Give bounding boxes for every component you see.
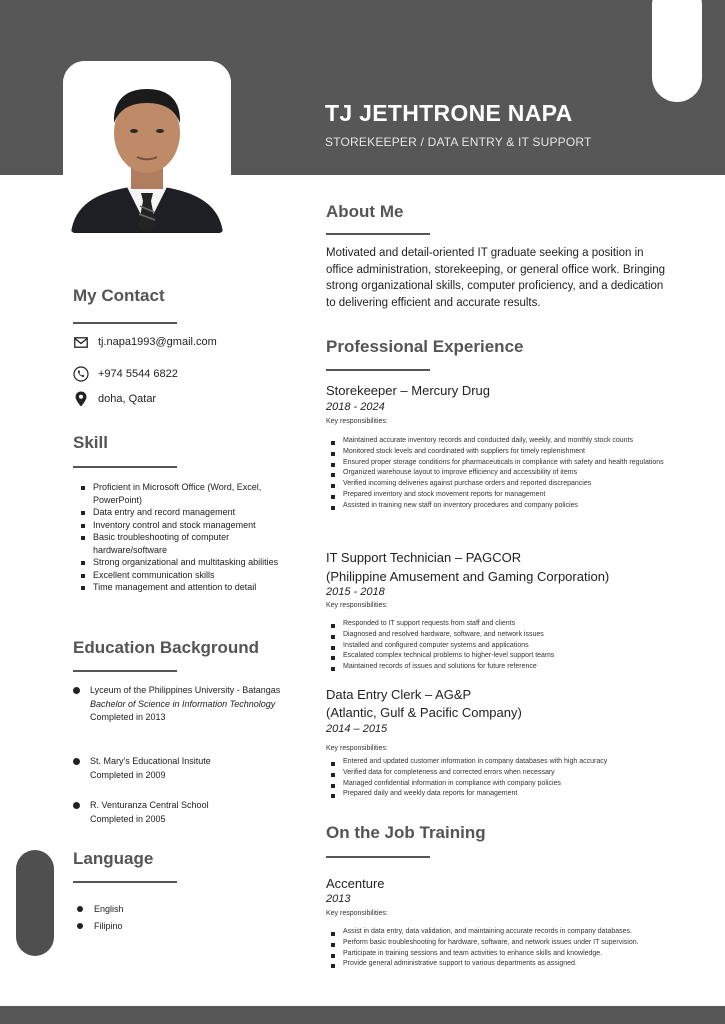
job-title: Data Entry Clerk – AG&P bbox=[326, 687, 472, 702]
skill-rule bbox=[73, 466, 177, 468]
key-responsibilities-label: Key responsibilities: bbox=[326, 418, 388, 425]
training-company: Accenture bbox=[326, 876, 385, 891]
about-title: About Me bbox=[326, 202, 404, 221]
bullet-dot bbox=[73, 687, 80, 694]
degree-name: Bachelor of Science in Information Technology bbox=[90, 698, 276, 709]
skill-item: Basic troubleshooting of computer hardware/software bbox=[80, 531, 285, 556]
location-text: doha, Qatar bbox=[98, 393, 157, 405]
training-rule bbox=[326, 856, 430, 858]
skill-list bbox=[80, 481, 285, 594]
bullet-dot bbox=[77, 906, 83, 912]
about-rule bbox=[326, 233, 430, 235]
training-dates: 2013 bbox=[326, 893, 351, 905]
school-name: Lyceum of the Philippines University - Batangas bbox=[90, 685, 281, 695]
responsibility-item: Assisted in training new staff on inventory procedures and company policies bbox=[330, 501, 675, 512]
responsibility-item: Prepared inventory and stock movement reports for management bbox=[330, 490, 675, 501]
training-title: On the Job Training bbox=[326, 823, 486, 842]
school-name: St. Mary's Educational Insitute bbox=[90, 756, 211, 766]
responsibility-item: Monitored stock levels and coordinated with suppliers for timely replenishment bbox=[330, 447, 675, 458]
key-responsibilities-label: Key responsibilities: bbox=[326, 745, 388, 752]
bullet-dot bbox=[73, 758, 80, 765]
email-text: tj.napa1993@gmail.com bbox=[98, 336, 217, 348]
job-subtitle: (Atlantic, Gulf & Pacific Company) bbox=[326, 705, 522, 720]
candidate-role: STOREKEEPER / DATA ENTRY & IT SUPPORT bbox=[325, 135, 592, 149]
job-title: Storekeeper – Mercury Drug bbox=[326, 383, 491, 398]
language-name: Filipino bbox=[94, 921, 123, 931]
responsibility-item: Participate in training sessions and team activities to enhance skills and knowledge. bbox=[330, 949, 675, 960]
profile-photo bbox=[63, 61, 231, 236]
education-item bbox=[73, 684, 298, 725]
skill-item: Inventory control and stock management bbox=[80, 519, 285, 532]
skill-item: Data entry and record management bbox=[80, 506, 285, 519]
responsibility-item: Managed confidential information in compliance with company policies bbox=[330, 779, 675, 790]
language-name: English bbox=[94, 904, 124, 914]
experience-rule bbox=[326, 369, 430, 371]
decorative-pill-top bbox=[652, 0, 702, 102]
envelope-icon bbox=[72, 334, 90, 350]
responsibility-item: Entered and updated customer information in company databases with high accuracy bbox=[330, 757, 675, 768]
decorative-pill-left bbox=[16, 850, 54, 956]
completion-year: Completed in 2009 bbox=[90, 769, 166, 780]
location-pin-icon bbox=[72, 391, 90, 407]
responsibility-item: Maintained accurate inventory records and conducted daily, weekly, and monthly stock counts bbox=[330, 436, 675, 447]
responsibility-item: Responded to IT support requests from staff and clients bbox=[330, 619, 675, 630]
language-title: Language bbox=[73, 849, 154, 868]
phone-text: +974 5544 6822 bbox=[98, 368, 178, 380]
contact-email[interactable] bbox=[72, 334, 217, 350]
bullet-dot bbox=[73, 802, 80, 809]
responsibility-item: Escalated complex technical problems to higher-level support teams bbox=[330, 651, 675, 662]
bullet-dot bbox=[77, 923, 83, 929]
footer-band bbox=[0, 1006, 725, 1024]
education-rule bbox=[73, 670, 177, 672]
key-responsibilities-label: Key responsibilities: bbox=[326, 910, 388, 917]
responsibility-item: Maintained records of issues and solutions for future reference bbox=[330, 662, 675, 673]
training-list bbox=[330, 927, 675, 970]
responsibility-item: Prepared daily and weekly data reports for management bbox=[330, 789, 675, 800]
responsibility-list bbox=[330, 757, 675, 800]
school-name: R. Venturanza Central School bbox=[90, 800, 209, 810]
skill-item: Time management and attention to detail bbox=[80, 581, 285, 594]
responsibility-item: Provide general administrative support to various departments as assigned. bbox=[330, 959, 675, 970]
skill-item: Excellent communication skills bbox=[80, 569, 285, 582]
phone-icon bbox=[72, 366, 90, 382]
contact-phone[interactable] bbox=[72, 366, 178, 382]
language-rule bbox=[73, 881, 177, 883]
responsibility-item: Verified data for completeness and corrected errors when necessary bbox=[330, 768, 675, 779]
skill-title: Skill bbox=[73, 433, 108, 452]
key-responsibilities-label: Key responsibilities: bbox=[326, 602, 388, 609]
completion-year: Completed in 2005 bbox=[90, 813, 166, 824]
about-text: Motivated and detail-oriented IT graduate seeking a position in office administration, storekeeping, or general office work. Bringing strong organizational skills, computer proficiency, and a dedication to delivering efficient and accurate results. bbox=[326, 247, 666, 309]
contact-rule bbox=[73, 322, 177, 324]
job-dates: 2014 – 2015 bbox=[326, 723, 388, 735]
language-item bbox=[77, 904, 124, 914]
responsibility-item: Installed and configured computer systems and applications bbox=[330, 641, 675, 652]
responsibility-list bbox=[330, 436, 675, 512]
contact-title: My Contact bbox=[73, 286, 165, 305]
job-dates: 2015 - 2018 bbox=[326, 586, 385, 598]
experience-title: Professional Experience bbox=[326, 337, 524, 356]
contact-location bbox=[72, 391, 156, 407]
responsibility-item: Perform basic troubleshooting for hardware, software, and network issues under IT supervision. bbox=[330, 938, 675, 949]
candidate-name: TJ JETHTRONE NAPA bbox=[325, 100, 573, 126]
responsibility-item: Diagnosed and resolved hardware, software, and network issues bbox=[330, 630, 675, 641]
responsibility-item: Verified incoming deliveries against purchase orders and reported discrepancies bbox=[330, 479, 675, 490]
language-item bbox=[77, 921, 123, 931]
responsibility-item: Organized warehouse layout to improve efficiency and accessibility of items bbox=[330, 468, 675, 479]
responsibility-item: Ensured proper storage conditions for pharmaceuticals in compliance with safety and health regulations bbox=[330, 458, 675, 469]
education-title: Education Background bbox=[73, 638, 260, 657]
education-item bbox=[73, 755, 298, 782]
skill-item: Strong organizational and multitasking abilities bbox=[80, 556, 285, 569]
job-title: IT Support Technician – PAGCOR bbox=[326, 550, 522, 565]
completion-year: Completed in 2013 bbox=[90, 712, 166, 722]
job-dates: 2018 - 2024 bbox=[326, 401, 385, 413]
education-item bbox=[73, 799, 298, 826]
skill-item: Proficient in Microsoft Office (Word, Excel, PowerPoint) bbox=[80, 481, 285, 506]
job-subtitle: (Philippine Amusement and Gaming Corporation) bbox=[326, 569, 610, 584]
responsibility-item: Assist in data entry, data validation, and maintaining accurate records in company databases. bbox=[330, 927, 675, 938]
responsibility-list bbox=[330, 619, 675, 673]
